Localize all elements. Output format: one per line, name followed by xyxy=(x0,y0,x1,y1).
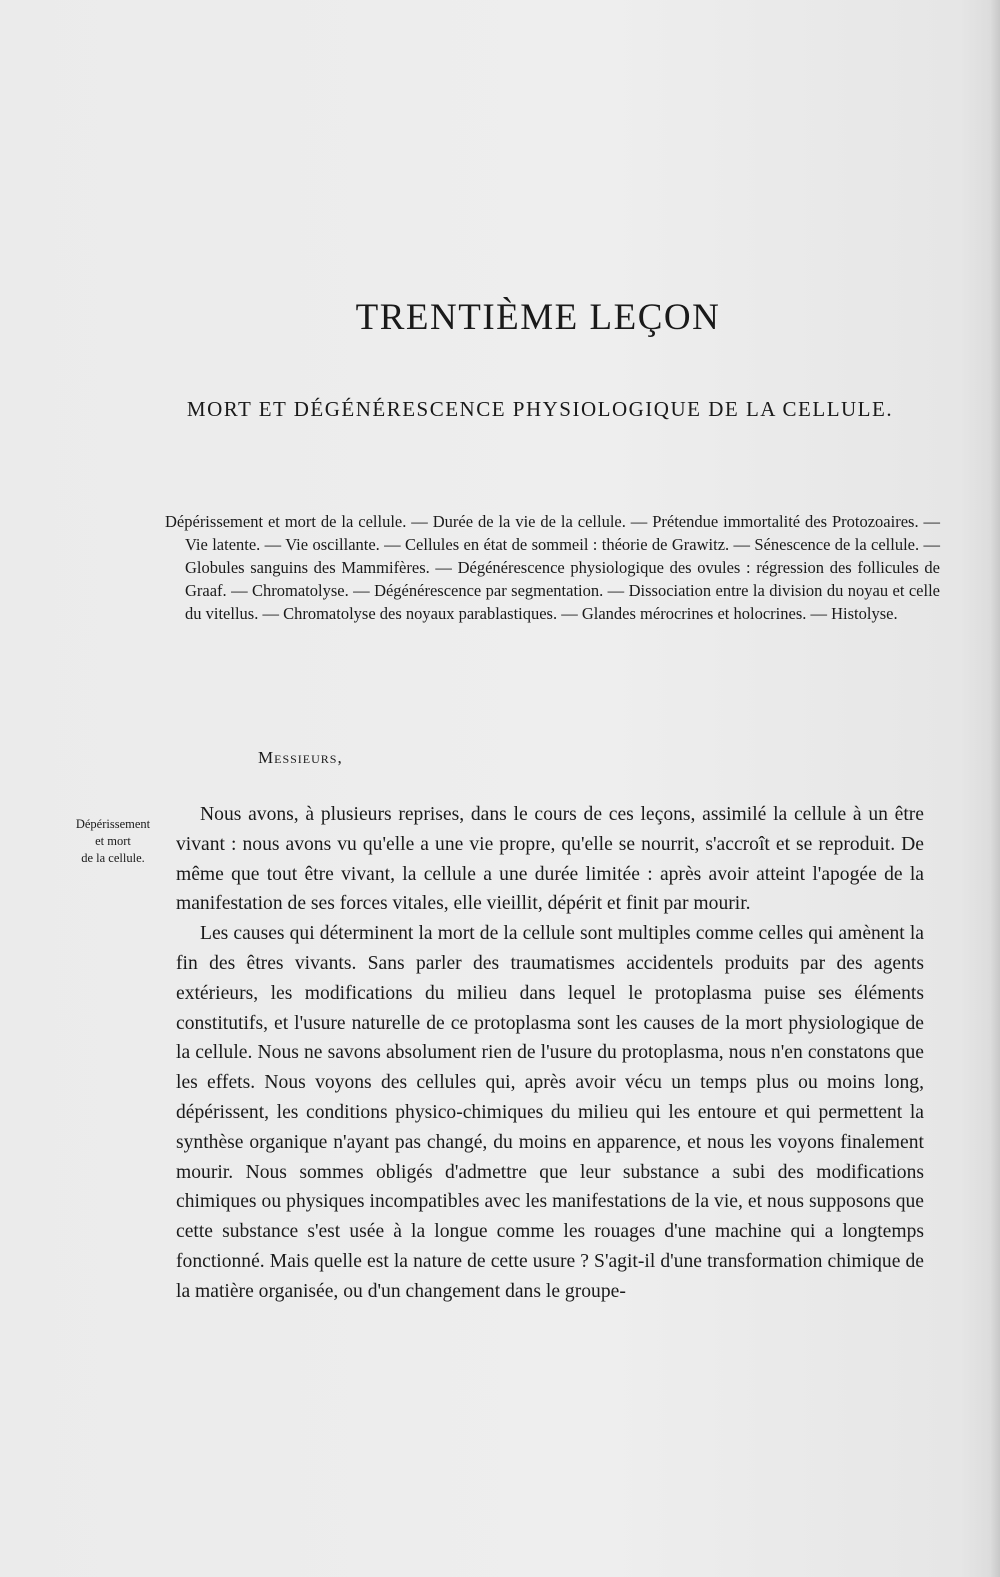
margin-note-line: de la cellule. xyxy=(81,851,145,865)
chapter-summary: Dépérissement et mort de la cellule. — Durée de la vie de la cellule. — Prétendue immortalité des Protozoaires. — Vie latente. — Vie oscillante. — Cellules en état de sommeil : théorie de Grawitz. — Sénescence de la cellule. — Globules sanguins des Mammifères. — Dégénérescence physiologique des ovules : régression des follicules de Graaf. — Chromatolyse. — Dégénérescence par segmentation. — Dissociation entre la division du noyau et celle du vitellus. — Chromatolyse des noyaux parablastiques. — Glandes mérocrines et holocrines. — Histolyse. xyxy=(165,512,940,623)
margin-note-line: Dépérissement xyxy=(75,817,151,831)
paragraph: Nous avons, à plusieurs reprises, dans le cours de ces leçons, assimilé la cellule à un être vivant : nous avons vu qu'elle a une vie propre, qu'elle se nourrit, s'accroît et se reproduit. De même que tout être vivant, la cellule a une durée limitée : après avoir atteint l'apogée de la manifestation de ses forces vitales, elle vieillit, dépérit et finit par mourir. xyxy=(176,804,924,915)
chapter-title: TRENTIÈME LEÇON xyxy=(355,297,721,338)
margin-note xyxy=(58,816,168,867)
chapter-subtitle: MORT ET DÉGÉNÉRESCENCE PHYSIOLOGIQUE DE LA CELLULE. xyxy=(186,397,894,421)
salutation: Messieurs, xyxy=(258,748,343,767)
page-edge-shadow xyxy=(990,0,1000,1577)
body-text xyxy=(176,800,924,1307)
margin-note-line: et mort xyxy=(95,834,131,848)
paragraph: Les causes qui déterminent la mort de la cellule sont multiples comme celles qui amènent la fin des êtres vivants. Sans parler des traumatismes accidentels produits par des agents extérieurs, les modifications du milieu dans lequel le protoplasma puise ses éléments constitutifs, et l'usure naturelle de ce protoplasma sont les causes de la mort physiologique de la cellule. Nous ne savons absolument rien de l'usure du protoplasma, nous n'en constatons que les effets. Nous voyons des cellules qui, après avoir vécu un temps plus ou moins long, dépérissent, les conditions physico-chimiques du milieu qui les entoure et qui permettent la synthèse organique n'ayant pas changé, du moins en apparence, et nous les voyons finalement mourir. Nous sommes obligés d'admettre que leur substance a subi des modifications chimiques ou physiques incompatibles avec les manifestations de la vie, et nous supposons que cette substance s'est usée à la longue comme les rouages d'une machine qui a longtemps fonctionné. Mais quelle est la nature de cette usure ? S'agit-il d'une transformation chimique de la matière organisée, ou d'un changement dans le groupe- xyxy=(176,923,924,1302)
